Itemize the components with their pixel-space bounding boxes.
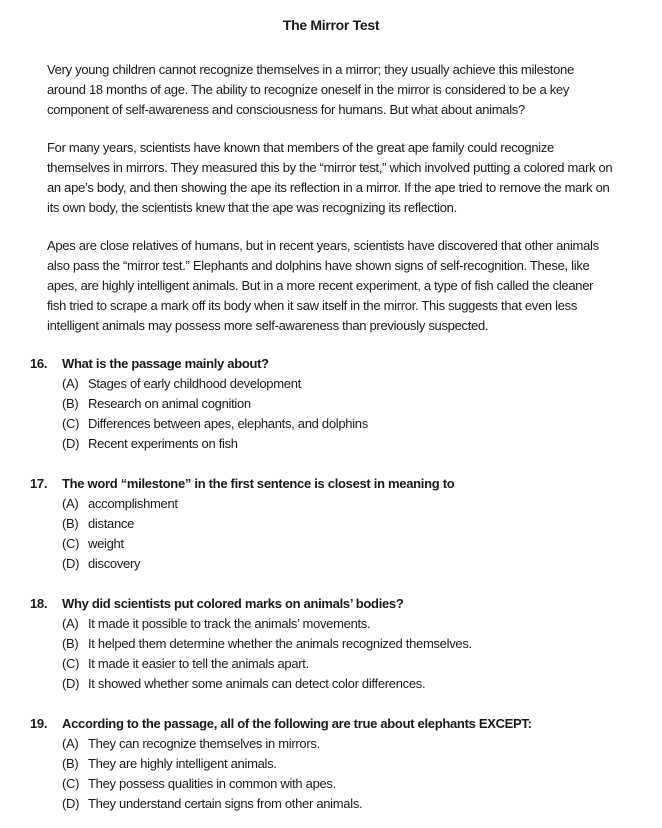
- question-number: 18.: [30, 596, 48, 611]
- option-text: distance: [88, 516, 135, 531]
- option-letter: (B): [62, 756, 79, 771]
- question-18: [30, 594, 622, 694]
- question-head: [30, 714, 622, 734]
- passage-paragraph: Very young children cannot recognize themselves in a mirror; they usually achieve this milestone around 18 months of age. The ability to recognize oneself in the mirror is considered to be a key component of self-awareness and consciousness for humans. But what about animals?: [47, 62, 574, 117]
- option-letter: (B): [62, 516, 79, 531]
- option-text: Differences between apes, elephants, and dolphins: [88, 416, 368, 431]
- answer-option: [30, 434, 622, 454]
- option-text: It helped them determine whether the animals recognized themselves.: [88, 636, 472, 651]
- option-letter: (A): [62, 736, 79, 751]
- option-text: They can recognize themselves in mirrors.: [88, 736, 320, 751]
- answer-option: [30, 374, 622, 394]
- option-text: It made it possible to track the animals’ movements.: [88, 616, 371, 631]
- question-stem: What is the passage mainly about?: [62, 356, 269, 371]
- answer-option: [30, 634, 622, 654]
- option-letter: (D): [62, 796, 80, 811]
- questions-section: [30, 354, 622, 814]
- question-number: 16.: [30, 356, 48, 371]
- answer-option: [30, 494, 622, 514]
- answer-option: [30, 774, 622, 794]
- question-head: [30, 354, 622, 374]
- question-head: [30, 594, 622, 614]
- option-text: discovery: [88, 556, 141, 571]
- option-text: They possess qualities in common with apes.: [88, 776, 336, 791]
- question-number: 19.: [30, 716, 48, 731]
- answer-option: [30, 414, 622, 434]
- question-head: [30, 474, 622, 494]
- answer-option: [30, 734, 622, 754]
- option-letter: (D): [62, 436, 80, 451]
- passage-paragraph: Apes are close relatives of humans, but in recent years, scientists have discovered that other animals also pass the “mirror test.” Elephants and dolphins have shown signs of self-recognition. These, like apes, are highly intelligent animals. But in a more recent experiment, a type of fish called the cleaner fish tried to scrape a mark off its body when it saw itself in the mirror. This suggests that even less intelligent animals may possess more self-awareness than previously suspected.: [47, 238, 599, 333]
- option-text: It showed whether some animals can detect color differences.: [88, 676, 426, 691]
- answer-option: [30, 794, 622, 814]
- option-text: Stages of early childhood development: [88, 376, 301, 391]
- answer-option: [30, 614, 622, 634]
- option-text: They are highly intelligent animals.: [88, 756, 277, 771]
- option-letter: (C): [62, 536, 80, 551]
- answer-option: [30, 394, 622, 414]
- option-text: accomplishment: [88, 496, 178, 511]
- answer-option: [30, 754, 622, 774]
- option-text: Research on animal cognition: [88, 396, 251, 411]
- question-number: 17.: [30, 476, 48, 491]
- option-letter: (C): [62, 416, 80, 431]
- option-letter: (C): [62, 656, 80, 671]
- answer-option: [30, 554, 622, 574]
- option-text: weight: [88, 536, 124, 551]
- option-letter: (C): [62, 776, 80, 791]
- passage-paragraph: For many years, scientists have known that members of the great ape family could recognize themselves in mirrors. They measured this by the “mirror test,” which involved putting a colored mark on an ape’s body, and then showing the ape its reflection in a mirror. If the ape tried to remove the mark on its own body, the scientists knew that the ape was recognizing its reflection.: [47, 140, 613, 215]
- answer-option: [30, 514, 622, 534]
- option-text: Recent experiments on fish: [88, 436, 238, 451]
- answer-option: [30, 534, 622, 554]
- option-letter: (D): [62, 676, 80, 691]
- passage: [47, 60, 615, 336]
- question-19: [30, 714, 622, 814]
- question-stem: According to the passage, all of the following are true about elephants EXCEPT:: [62, 716, 532, 731]
- option-letter: (D): [62, 556, 80, 571]
- question-17: [30, 474, 622, 574]
- question-16: [30, 354, 622, 454]
- option-letter: (A): [62, 496, 79, 511]
- page-title: The Mirror Test: [282, 17, 380, 33]
- question-stem: Why did scientists put colored marks on animals’ bodies?: [62, 596, 404, 611]
- answer-option: [30, 654, 622, 674]
- option-letter: (A): [62, 376, 79, 391]
- question-stem: The word “milestone” in the first sentence is closest in meaning to: [62, 476, 455, 491]
- option-letter: (A): [62, 616, 79, 631]
- answer-option: [30, 674, 622, 694]
- option-letter: (B): [62, 396, 79, 411]
- option-letter: (B): [62, 636, 79, 651]
- option-text: It made it easier to tell the animals apart.: [88, 656, 309, 671]
- option-text: They understand certain signs from other animals.: [88, 796, 363, 811]
